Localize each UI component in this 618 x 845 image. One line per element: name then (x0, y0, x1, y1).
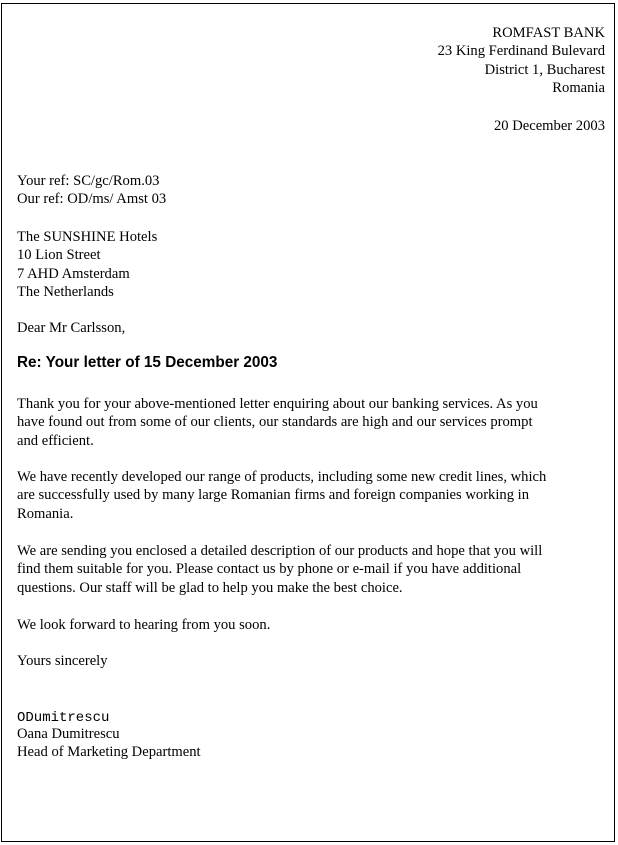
body-paragraph (17, 468, 602, 523)
recipient-country: The Netherlands (17, 283, 114, 300)
sender-street: 23 King Ferdinand Bulevard (437, 43, 605, 60)
recipient-name: The SUNSHINE Hotels (17, 229, 158, 245)
body-paragraph (17, 542, 602, 597)
signatory-block (17, 725, 201, 762)
signatory-name: Oana Dumitrescu (17, 726, 120, 742)
sender-name: ROMFAST BANK (492, 25, 605, 41)
body-line: questions. Our staff will be glad to help you make the best choice. (17, 579, 403, 596)
complimentary-close: Yours sincerely (17, 653, 108, 669)
subject-line: Re: Your letter of 15 December 2003 (17, 354, 278, 371)
sender-address (438, 24, 605, 97)
body-line: We are sending you enclosed a detailed description of our products and hope that you will (17, 543, 543, 559)
sender-country: Romania (552, 79, 605, 96)
body-paragraph (17, 616, 602, 634)
letter-date: 20 December 2003 (493, 118, 605, 134)
references (17, 172, 166, 209)
body-line: have found out from some of our clients, our standards are high and our services prompt (17, 414, 533, 431)
body-paragraph (17, 395, 602, 450)
salutation: Dear Mr Carlsson, (17, 320, 126, 336)
signatory-title: Head of Marketing Department (17, 744, 201, 761)
recipient-city: 7 AHD Amsterdam (17, 265, 130, 282)
sender-district: District 1, Bucharest (484, 61, 605, 78)
body-line: are successfully used by many large Romanian firms and foreign companies working in (17, 487, 529, 504)
body-line: Thank you for your above-mentioned letter enquiring about our banking services. As you (17, 396, 538, 412)
body-line: We look forward to hearing from you soon. (17, 617, 271, 633)
signature: ODumitrescu (17, 710, 110, 726)
body-line: Romania. (17, 505, 74, 522)
body-line: find them suitable for you. Please contact us by phone or e-mail if you have additional (17, 561, 522, 578)
our-reference: Our ref: OD/ms/ Amst 03 (17, 191, 167, 208)
recipient-street: 10 Lion Street (17, 247, 101, 264)
letter-page (1, 3, 615, 842)
body-line: and efficient. (17, 432, 94, 449)
body-line: We have recently developed our range of products, including some new credit lines, which (17, 469, 547, 485)
your-reference: Your ref: SC/gc/Rom.03 (17, 173, 160, 189)
recipient-address (17, 228, 157, 301)
